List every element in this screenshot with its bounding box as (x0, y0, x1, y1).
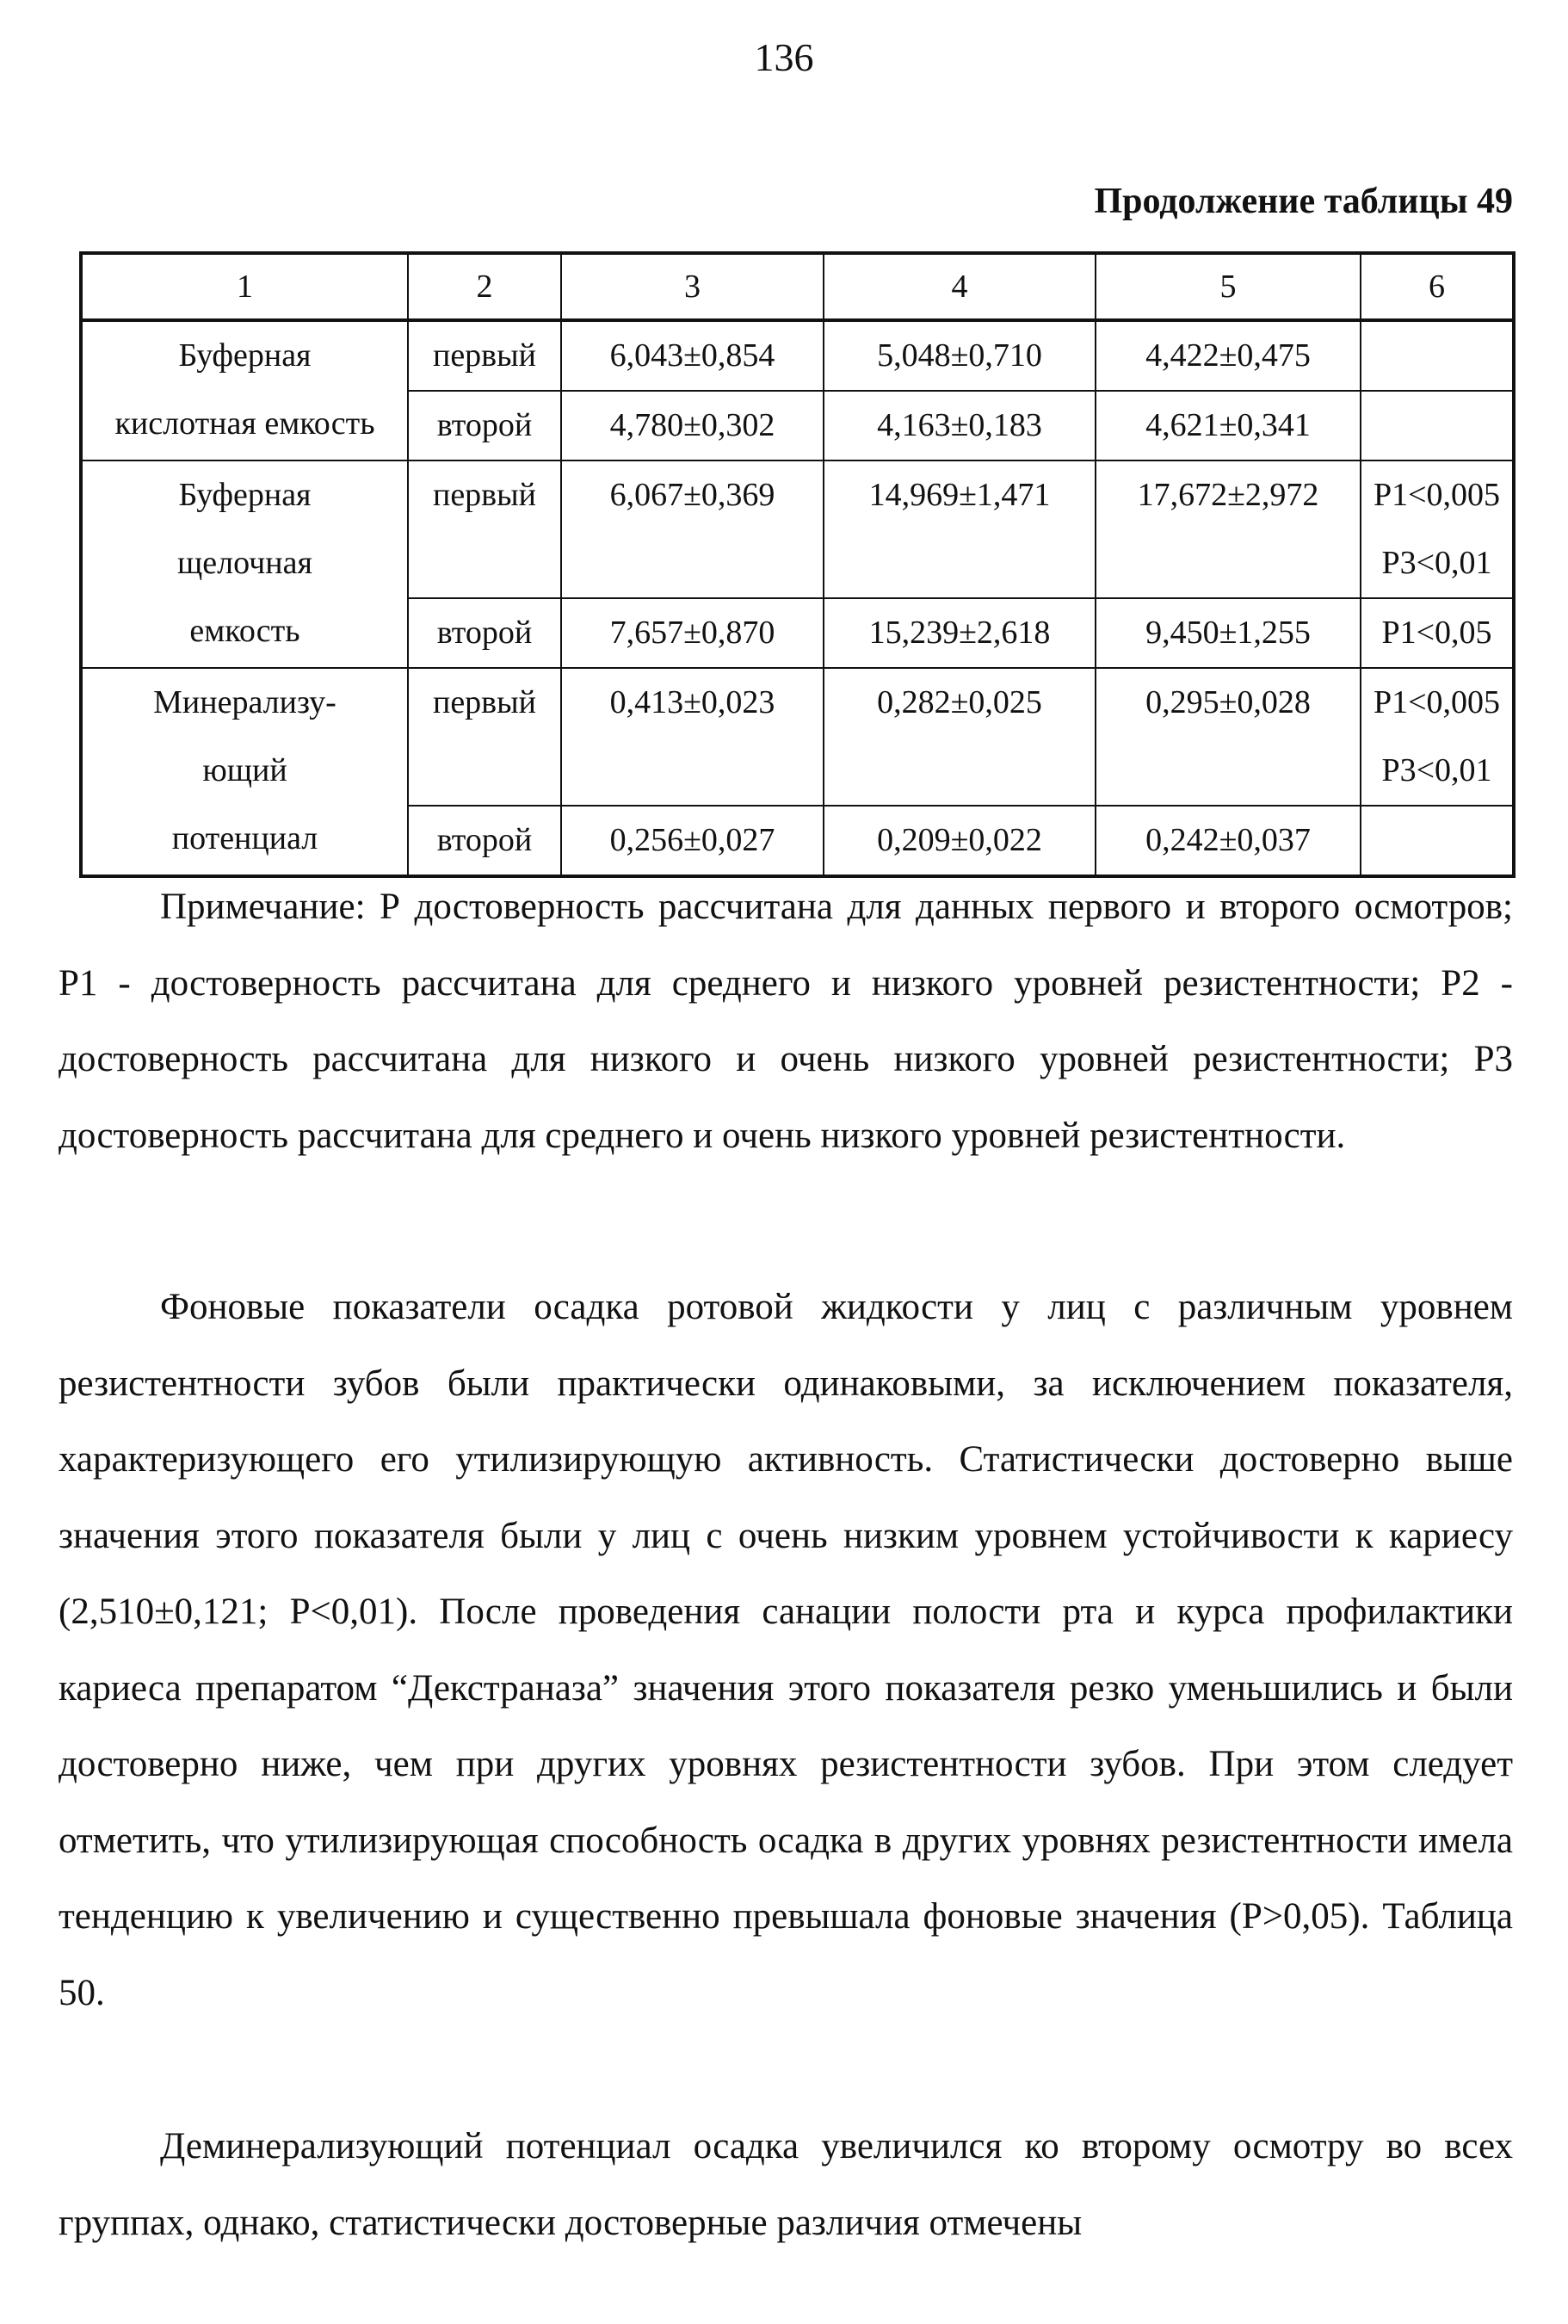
value-cell-level-3-text: 0,256±0,027 (609, 822, 775, 858)
value-cell-level-5-text: 4,621±0,341 (1145, 407, 1311, 443)
value-cell-level-3 (561, 320, 824, 391)
exam-cell (408, 668, 561, 806)
exam-cell (408, 320, 561, 391)
body-paragraph (59, 2109, 1513, 2261)
value-cell-level-4-text: 5,048±0,710 (877, 337, 1042, 374)
parameter-name-line: щелочная (177, 545, 312, 581)
exam-cell-text: второй (436, 822, 533, 858)
value-cell-level-3-text: 6,043±0,854 (609, 337, 775, 374)
value-cell-level-4 (824, 598, 1096, 668)
paragraph-text: Деминерализующий потенциал осадка увеличился ко второму осмотру во всех группах, однако, статистически достоверные различия отмечены (59, 2126, 1513, 2243)
value-cell-level-4-text: 0,209±0,022 (877, 822, 1042, 858)
value-cell-level-3 (561, 806, 824, 876)
significance-text: P3<0,01 (1381, 545, 1492, 581)
parameter-name-line: потенциал (171, 820, 318, 856)
value-cell-level-3-text: 7,657±0,870 (609, 615, 775, 651)
significance-text: P3<0,01 (1381, 752, 1492, 788)
value-cell-level-4-text: 0,282±0,025 (877, 684, 1042, 720)
value-cell-level-5 (1096, 320, 1361, 391)
header-cell: 6 (1361, 253, 1514, 320)
value-cell-level-4 (824, 460, 1096, 598)
value-cell-level-5 (1096, 460, 1361, 598)
significance-text: P1<0,005 (1373, 684, 1501, 720)
page-number: 136 (754, 35, 814, 79)
value-cell-level-5 (1096, 598, 1361, 668)
header-cell: 1 (81, 253, 408, 320)
table-row (81, 320, 1514, 391)
data-table (79, 251, 1516, 878)
value-cell-level-4 (824, 391, 1096, 460)
parameter-name-line: Буферная (178, 337, 312, 374)
value-cell-level-3-text: 6,067±0,369 (609, 477, 775, 513)
parameter-name-line: Минерализу- (153, 684, 336, 720)
exam-cell (408, 460, 561, 598)
table-row (81, 460, 1514, 598)
value-cell-level-3 (561, 598, 824, 668)
value-cell-level-4-text: 15,239±2,618 (868, 615, 1051, 651)
exam-cell-text: первый (432, 477, 536, 513)
significance-cell (1361, 598, 1514, 668)
significance-cell (1361, 806, 1514, 876)
table-row (81, 668, 1514, 806)
significance-cell (1361, 668, 1514, 806)
value-cell-level-5-text: 0,242±0,037 (1145, 822, 1311, 858)
table-note (59, 869, 1513, 1174)
header-cell: 5 (1096, 253, 1361, 320)
exam-cell (408, 806, 561, 876)
exam-cell-text: второй (436, 407, 533, 443)
value-cell-level-3 (561, 668, 824, 806)
header-cell: 3 (561, 253, 824, 320)
value-cell-level-3 (561, 391, 824, 460)
paragraph-text: Фоновые показатели осадка ротовой жидкости у лиц с различным уровнем резистентности зубов были практически одинаковыми, за исключением показателя, характеризующего его утилизирующую активность. Статистически достоверно выше значения этого показателя были у лиц с очень низким уровнем устойчивости к кариесу (2,510±0,121; Р<0,01). После проведения санации полости рта и курса профилактики кариеса препаратом “Декстраназа” значения этого показателя резко уменьшились и были достоверно ниже, чем при других уровнях резистентности зубов. При этом следует отметить, что утилизирующая способность осадка в других уровнях резистентности имела тенденцию к увеличению и существенно превышала фоновые значения (Р>0,05). Таблица 50. (59, 1287, 1513, 2013)
value-cell-level-3 (561, 460, 824, 598)
value-cell-level-5-text: 17,672±2,972 (1137, 477, 1319, 513)
body-paragraph (59, 1270, 1513, 2031)
value-cell-level-5 (1096, 668, 1361, 806)
significance-text: P1<0,05 (1381, 615, 1492, 651)
significance-cell (1361, 391, 1514, 460)
parameter-name-line: Буферная (178, 477, 312, 513)
significance-text: P1<0,005 (1373, 477, 1501, 513)
value-cell-level-4 (824, 668, 1096, 806)
header-cell: 4 (824, 253, 1096, 320)
exam-cell-text: первый (432, 337, 536, 374)
parameter-name-cell (81, 460, 408, 668)
value-cell-level-5-text: 9,450±1,255 (1145, 615, 1311, 651)
parameter-name-cell (81, 668, 408, 876)
significance-cell (1361, 460, 1514, 598)
value-cell-level-5-text: 0,295±0,028 (1145, 684, 1311, 720)
value-cell-level-5-text: 4,422±0,475 (1145, 337, 1311, 374)
value-cell-level-5 (1096, 806, 1361, 876)
value-cell-level-4 (824, 806, 1096, 876)
exam-cell-text: второй (436, 615, 533, 651)
table-header-row (81, 253, 1514, 320)
value-cell-level-5 (1096, 391, 1361, 460)
parameter-name-line: кислотная емкость (114, 405, 375, 442)
table-caption: Продолжение таблицы 49 (1094, 182, 1513, 221)
parameter-name-cell (81, 320, 408, 460)
note-text: Примечание: Р достоверность рассчитана для данных первого и второго осмотров; Р1 - достоверность рассчитана для среднего и низкого уровней резистентности; Р2 - достоверность рассчитана для низкого и очень низкого уровней резистентности; Р3 достоверность рассчитана для среднего и очень низкого уровней резистентности. (59, 887, 1513, 1156)
value-cell-level-4 (824, 320, 1096, 391)
value-cell-level-3-text: 4,780±0,302 (609, 407, 775, 443)
value-cell-level-3-text: 0,413±0,023 (609, 684, 775, 720)
significance-cell (1361, 320, 1514, 391)
value-cell-level-4-text: 14,969±1,471 (868, 477, 1051, 513)
header-cell: 2 (408, 253, 561, 320)
value-cell-level-4-text: 4,163±0,183 (877, 407, 1042, 443)
exam-cell (408, 598, 561, 668)
exam-cell-text: первый (432, 684, 536, 720)
parameter-name-line: ющий (202, 752, 287, 788)
exam-cell (408, 391, 561, 460)
parameter-name-line: емкость (189, 613, 300, 649)
